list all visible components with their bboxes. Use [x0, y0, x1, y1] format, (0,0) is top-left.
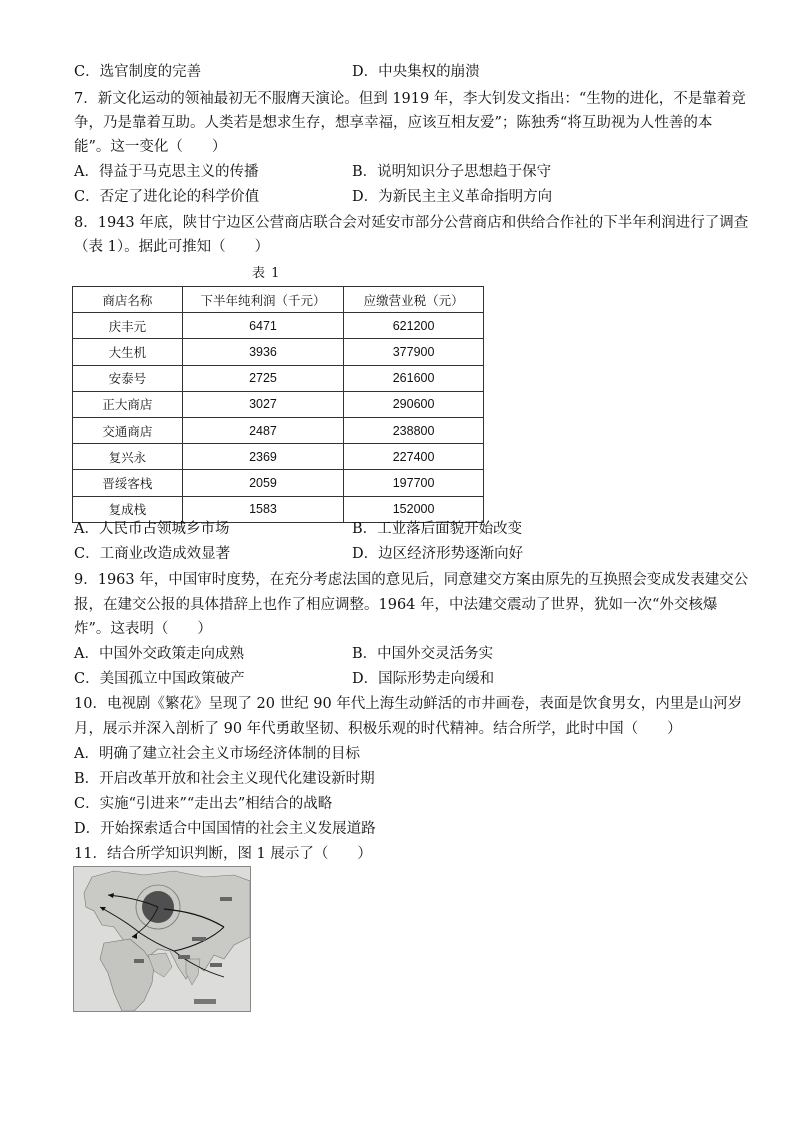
q7-option-a: A．得益于马克思主义的传播	[74, 164, 259, 180]
store-name-cell: 大生机	[73, 339, 183, 365]
q8-option-a: A．人民币占领城乡市场	[74, 521, 230, 537]
table-caption: 表 1	[252, 266, 281, 281]
profit-cell: 2725	[182, 365, 343, 391]
q9-stem-line-2: 报，在建交公报的具体措辞上也作了相应调整。1964 年，中法建交震动了世界，犹如一次“外交核爆	[74, 597, 718, 613]
table-header-cell: 下半年纯利润（千元）	[182, 287, 343, 313]
map-drawing	[74, 867, 250, 1011]
q8-stem-line-2: （表 1）。据此可推知（ ）	[74, 239, 270, 255]
profit-cell: 3936	[182, 339, 343, 365]
q10-stem-line-1: 10．电视剧《繁花》呈现了 20 世纪 90 年代上海生动鲜活的市井画卷，表面是饮食男女，内里是山河岁	[74, 696, 743, 712]
table-row	[73, 391, 484, 417]
table-row	[73, 365, 484, 391]
tax-cell: 377900	[344, 339, 484, 365]
q9-option-c: C．美国孤立中国政策破产	[74, 671, 245, 687]
q7-stem-line-1: 7．新文化运动的领袖最初无不服膺天演论。但到 1919 年，李大钊发文指出：“生物的进化，不是靠着竞	[74, 91, 746, 107]
q11-stem: 11．结合所学知识判断，图 1 展示了（ ）	[74, 846, 372, 862]
q7-stem-line-2: 争，乃是靠着互助。人类若是想求生存，想享幸福，应该互相友爱”；陈独秀“将互助视为人性善的本	[74, 115, 713, 131]
tax-cell: 197700	[344, 470, 484, 496]
q10-option-b: B．开启改革开放和社会主义现代化建设新时期	[74, 771, 375, 787]
table-header-cell: 商店名称	[73, 287, 183, 313]
q10-option-d: D．开始探索适合中国国情的社会主义发展道路	[74, 821, 376, 837]
q9-stem-line-1: 9．1963 年，中国审时度势，在充分考虑法国的意见后，同意建交方案由原先的互换照会变成发表建交公	[74, 572, 749, 588]
q8-option-c: C．工商业改造成效显著	[74, 546, 231, 562]
profit-cell: 2487	[182, 417, 343, 443]
profit-table	[72, 286, 484, 523]
store-name-cell: 正大商店	[73, 391, 183, 417]
q8-stem-line-1: 8．1943 年底，陕甘宁边区公营商店联合会对延安市部分公营商店和供给合作社的下半年利润进行了调查	[74, 215, 749, 231]
q9-option-b: B．中国外交灵活务实	[352, 646, 494, 662]
profit-cell: 1583	[182, 496, 343, 522]
q6-option-d: D．中央集权的崩溃	[352, 64, 480, 80]
q9-stem-line-3: 炸”。这表明（ ）	[74, 621, 212, 637]
tax-cell: 227400	[344, 444, 484, 470]
q7-stem-line-3: 能”。这一变化（ ）	[74, 139, 227, 155]
store-name-cell: 交通商店	[73, 417, 183, 443]
profit-cell: 3027	[182, 391, 343, 417]
store-name-cell: 庆丰元	[73, 313, 183, 339]
table-row	[73, 417, 484, 443]
profit-cell: 2059	[182, 470, 343, 496]
table-row	[73, 470, 484, 496]
store-name-cell: 复成栈	[73, 496, 183, 522]
table-header-cell: 应缴营业税（元）	[344, 287, 484, 313]
q8-option-d: D．边区经济形势逐渐向好	[352, 546, 524, 562]
table-row	[73, 444, 484, 470]
q9-option-d: D．国际形势走向缓和	[352, 671, 495, 687]
q7-option-d: D．为新民主主义革命指明方向	[352, 189, 553, 205]
q7-option-c: C．否定了进化论的科学价值	[74, 189, 260, 205]
tax-cell: 238800	[344, 417, 484, 443]
tax-cell: 152000	[344, 496, 484, 522]
q10-stem-line-2: 月，展示并深入剖析了 90 年代勇敢坚韧、积极乐观的时代精神。结合所学，此时中国（ ）	[74, 721, 682, 737]
q10-option-c: C．实施“引进来”“走出去”相结合的战略	[74, 796, 333, 812]
q8-option-b: B．工业落后面貌开始改变	[352, 521, 523, 537]
tax-cell: 290600	[344, 391, 484, 417]
table-header-row	[73, 287, 484, 313]
store-name-cell: 复兴永	[73, 444, 183, 470]
tax-cell: 621200	[344, 313, 484, 339]
q6-option-c: C．选官制度的完善	[74, 64, 202, 80]
table-row	[73, 339, 484, 365]
tax-cell: 261600	[344, 365, 484, 391]
q7-option-b: B．说明知识分子思想趋于保守	[352, 164, 552, 180]
route-map-figure	[73, 866, 251, 1012]
store-name-cell: 安泰号	[73, 365, 183, 391]
profit-cell: 6471	[182, 313, 343, 339]
store-name-cell: 晋绥客栈	[73, 470, 183, 496]
table-row	[73, 313, 484, 339]
q10-option-a: A．明确了建立社会主义市场经济体制的目标	[74, 746, 360, 762]
profit-cell: 2369	[182, 444, 343, 470]
q9-option-a: A．中国外交政策走向成熟	[74, 646, 244, 662]
